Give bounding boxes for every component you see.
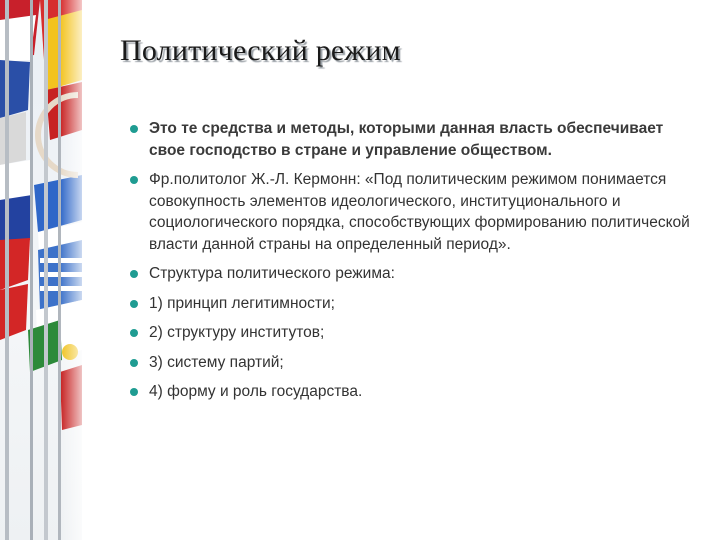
- bullet-dot-icon: [130, 329, 138, 337]
- bullet-item: [130, 381, 700, 403]
- bullet-text: Это те средства и методы, которыми данная власть обеспечивает свое господство в стране и управление обществом.: [149, 120, 664, 159]
- flags-image: [0, 0, 82, 540]
- bullet-list: [130, 118, 700, 411]
- bullet-item: [130, 263, 700, 285]
- bullet-item: [130, 118, 700, 161]
- bullet-item: [130, 322, 700, 344]
- slide-title: Политический режим: [120, 34, 401, 67]
- bullet-text: Фр.политолог Ж.-Л. Кермонн: «Под политическим режимом понимается совокупность элементов идеологического, институционального и социологического порядка, способствующих формированию политической власти данной страны на определенный период».: [149, 171, 690, 253]
- bullet-dot-icon: [130, 388, 138, 396]
- bullet-dot-icon: [130, 176, 138, 184]
- bullet-text: 4) форму и роль государства.: [149, 383, 363, 400]
- bullet-item: [130, 169, 700, 255]
- bullet-item: [130, 352, 700, 374]
- bullet-dot-icon: [130, 270, 138, 278]
- bullet-dot-icon: [130, 359, 138, 367]
- bullet-dot-icon: [130, 300, 138, 308]
- bullet-text: 3) систему партий;: [149, 353, 284, 371]
- bullet-text: Структура политического режима:: [149, 265, 395, 282]
- bullet-text: 2) структуру институтов;: [149, 324, 325, 341]
- bullet-dot-icon: [130, 125, 138, 133]
- bullet-item: [130, 293, 700, 315]
- flags-fade: [60, 0, 82, 540]
- bullet-text: 1) принцип легитимности;: [149, 294, 335, 312]
